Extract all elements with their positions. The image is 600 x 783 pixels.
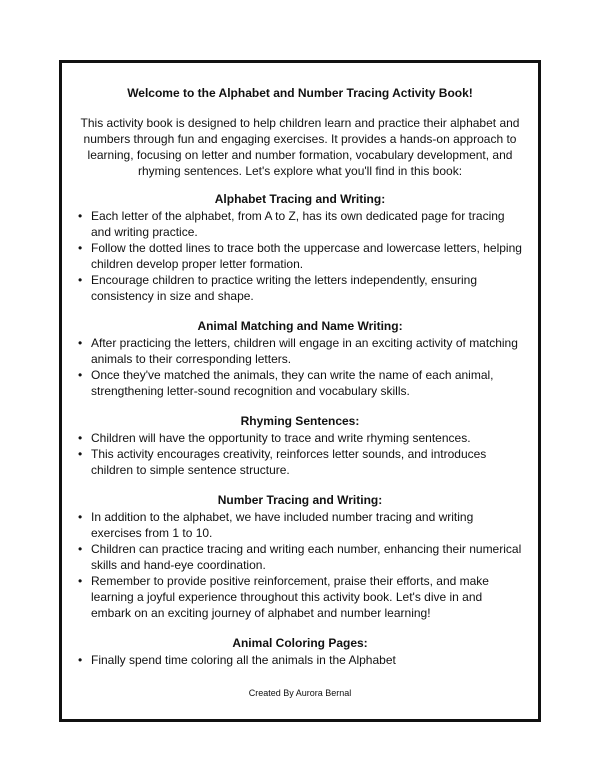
bullet-list <box>76 509 524 621</box>
document-content <box>76 85 524 682</box>
section-number-tracing <box>76 492 524 621</box>
list-item: • In addition to the alphabet, we have included number tracing and writing exercises from 1 to 10. <box>76 509 524 541</box>
list-item: • Follow the dotted lines to trace both the uppercase and lowercase letters, helping children develop proper letter formation. <box>76 240 524 272</box>
footer-credit: Created By Aurora Bernal <box>248 688 352 698</box>
list-item: • Each letter of the alphabet, from A to Z, has its own dedicated page for tracing and writing practice. <box>76 208 524 240</box>
document-title: Welcome to the Alphabet and Number Tracing Activity Book! <box>127 86 473 100</box>
section-heading: Rhyming Sentences: <box>240 414 360 428</box>
list-item: • Once they've matched the animals, they can write the name of each animal, strengthening letter-sound recognition and vocabulary skills. <box>76 367 524 399</box>
section-rhyming-sentences <box>76 413 524 478</box>
list-item: • This activity encourages creativity, reinforces letter sounds, and introduces children to simple sentence structure. <box>76 446 524 478</box>
list-item: • Children will have the opportunity to trace and write rhyming sentences. <box>76 430 524 446</box>
bullet-list <box>76 335 524 399</box>
bullet-list <box>76 208 524 304</box>
section-heading: Alphabet Tracing and Writing: <box>214 192 386 206</box>
intro-paragraph: This activity book is designed to help children learn and practice their alphabet and numbers through fun and engaging exercises. It provides a hands-on approach to learning, focusing on letter and number formation, vocabulary development, and rhyming sentences. Let's explore what you'll find in this book: <box>80 116 520 178</box>
section-heading: Animal Coloring Pages: <box>232 636 368 650</box>
list-item: • Remember to provide positive reinforcement, praise their efforts, and make learning a joyful experience throughout this activity book. Let's dive in and embark on an exciting journey of alphabet and number learning! <box>76 573 524 621</box>
list-item: • After practicing the letters, children will engage in an exciting activity of matching animals to their corresponding letters. <box>76 335 524 367</box>
list-item: • Encourage children to practice writing the letters independently, ensuring consistency in size and shape. <box>76 272 524 304</box>
list-item: • Children can practice tracing and writing each number, enhancing their numerical skills and hand-eye coordination. <box>76 541 524 573</box>
bullet-list <box>76 430 524 478</box>
bullet-list <box>76 652 524 668</box>
list-item: • Finally spend time coloring all the animals in the Alphabet <box>76 652 524 668</box>
section-heading: Number Tracing and Writing: <box>217 493 383 507</box>
section-animal-coloring <box>76 635 524 668</box>
page-border <box>59 60 541 722</box>
section-heading: Animal Matching and Name Writing: <box>197 319 403 333</box>
section-alphabet-tracing <box>76 191 524 304</box>
section-animal-matching <box>76 318 524 399</box>
